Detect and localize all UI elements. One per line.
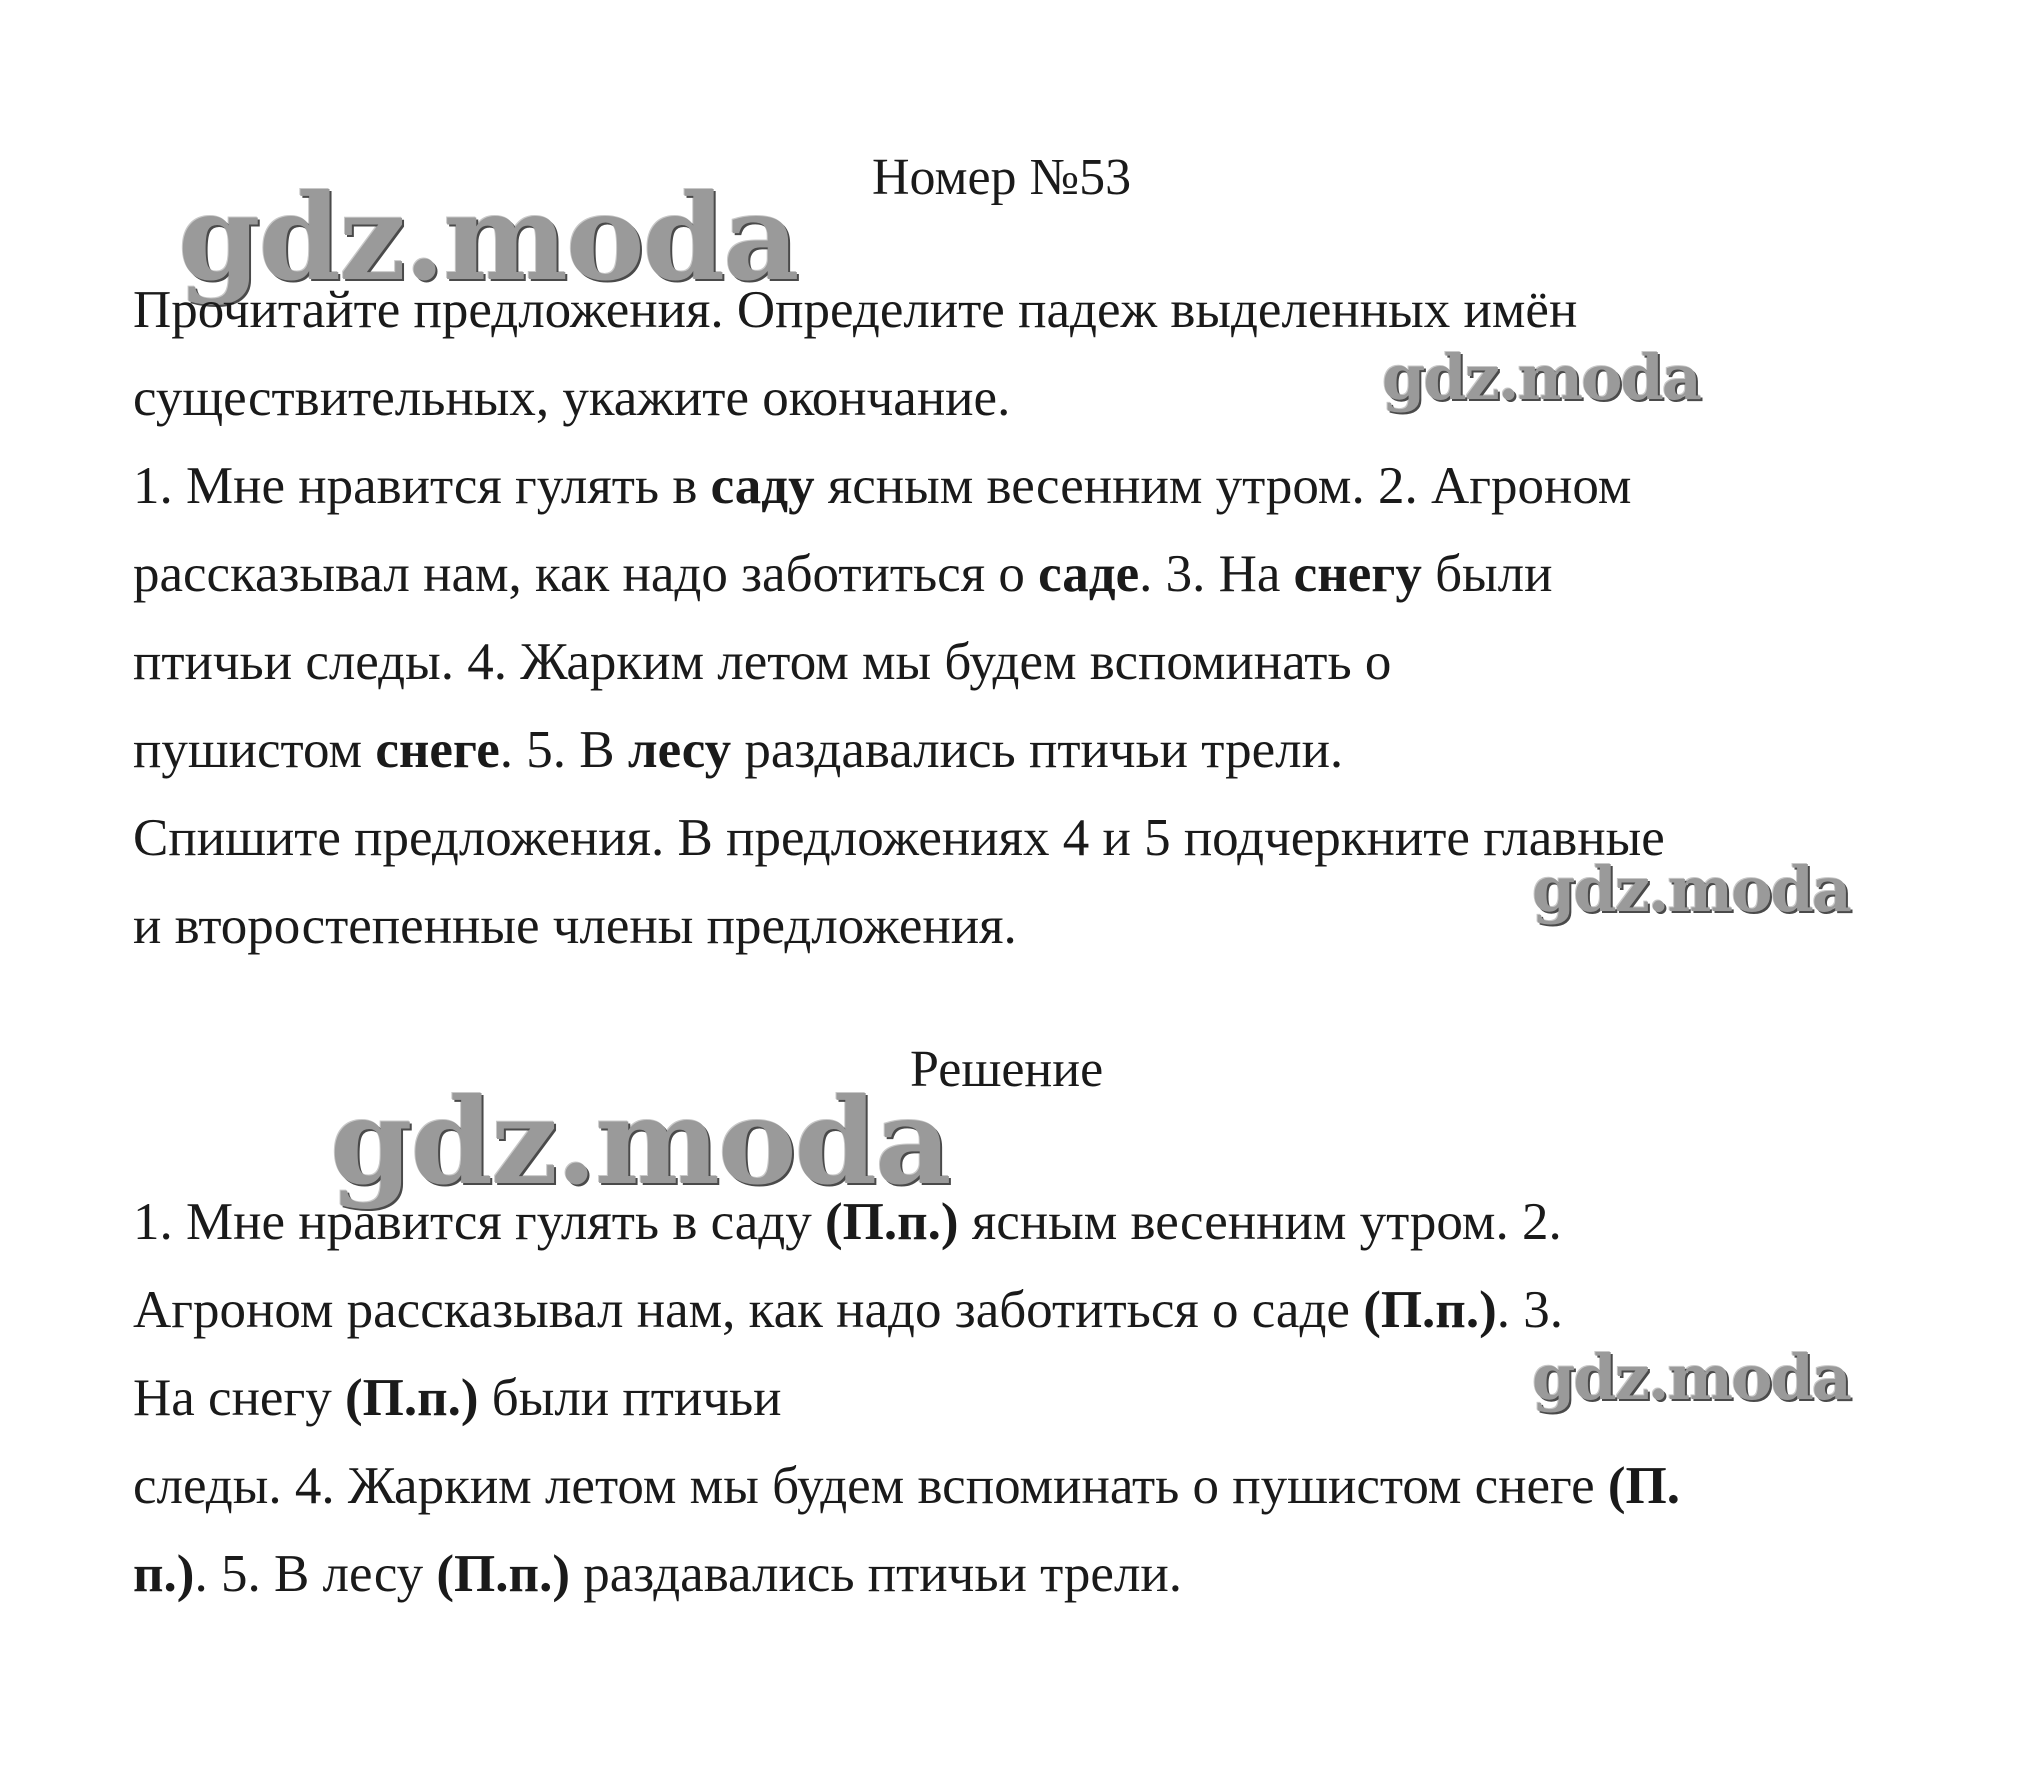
- task-text: [133, 266, 1933, 970]
- task-line: [133, 618, 1933, 706]
- task-bold-segment: снегу: [1293, 545, 1422, 603]
- task-line: [133, 354, 1933, 442]
- task-line: [133, 794, 1933, 882]
- watermark-logo: gdz.moda: [330, 1072, 950, 1211]
- solution-text: [133, 1178, 1933, 1618]
- task-line: [133, 442, 1933, 530]
- task-text-segment: птичьи следы. 4. Жарким летом мы будем вспоминать о: [133, 633, 1392, 691]
- solution-bold-segment: (П.п.): [1363, 1281, 1497, 1339]
- solution-line: [133, 1530, 1933, 1618]
- solution-bold-segment: (П.: [1607, 1457, 1680, 1515]
- solution-bold-segment: (П.п.): [436, 1545, 570, 1603]
- solution-line: [133, 1442, 1933, 1530]
- watermark-logo: gdz.moda: [1532, 853, 1850, 926]
- task-bold-segment: саду: [710, 457, 815, 515]
- solution-text-segment: На снегу: [133, 1369, 345, 1427]
- task-text-segment: ясным весенним утром. 2. Агроном: [814, 457, 1632, 515]
- solution-text-segment: раздавались птичьи трели.: [569, 1545, 1183, 1603]
- task-text-segment: . 3. На: [1139, 545, 1294, 603]
- task-text-segment: . 5. В: [499, 721, 628, 779]
- task-line: [133, 882, 1933, 970]
- task-text-segment: и второстепенные члены предложения.: [133, 897, 1017, 955]
- task-text-segment: Прочитайте предложения. Определите падеж выделенных имён: [133, 281, 1578, 339]
- task-bold-segment: снеге: [375, 721, 500, 779]
- solution-text-segment: следы. 4. Жарким летом мы будем вспоминать о пушистом снеге: [133, 1457, 1608, 1515]
- task-line: [133, 530, 1933, 618]
- watermark-logo: gdz.moda: [178, 168, 798, 307]
- task-text-segment: раздавались птичьи трели.: [731, 721, 1344, 779]
- solution-text-segment: ясным весенним утром. 2.: [958, 1193, 1562, 1251]
- watermark-logo: gdz.moda: [1382, 341, 1700, 414]
- solution-bold-segment: (П.п.): [825, 1193, 959, 1251]
- solution-text-segment: . 5. В лесу: [194, 1545, 437, 1603]
- solution-heading: Решение: [910, 1041, 1104, 1098]
- page-title: Номер №53: [872, 149, 1132, 206]
- task-bold-segment: саде: [1038, 545, 1140, 603]
- solution-line: [133, 1266, 1933, 1354]
- task-line: [133, 706, 1933, 794]
- solution-line: [133, 1178, 1933, 1266]
- task-bold-segment: лесу: [627, 721, 732, 779]
- solution-bold-segment: (П.п.): [344, 1369, 479, 1427]
- solution-text-segment: . 3.: [1496, 1281, 1563, 1339]
- solution-text-segment: были птичьи: [478, 1369, 782, 1427]
- task-text-segment: были: [1421, 545, 1553, 603]
- task-text-segment: Спишите предложения. В предложениях 4 и 5 подчеркните главные: [133, 809, 1665, 867]
- watermark-logo: gdz.moda: [1532, 1341, 1850, 1414]
- task-text-segment: 1. Мне нравится гулять в: [133, 457, 711, 515]
- task-text-segment: пушистом: [133, 721, 376, 779]
- solution-bold-segment: п.): [133, 1545, 195, 1603]
- task-text-segment: существительных, укажите окончание.: [133, 369, 1011, 427]
- task-line: [133, 266, 1933, 354]
- solution-text-segment: Агроном рассказывал нам, как надо заботиться о саде: [133, 1281, 1364, 1339]
- solution-line: [133, 1354, 1933, 1442]
- task-text-segment: рассказывал нам, как надо заботиться о: [133, 545, 1039, 603]
- solution-text-segment: 1. Мне нравится гулять в саду: [133, 1193, 826, 1251]
